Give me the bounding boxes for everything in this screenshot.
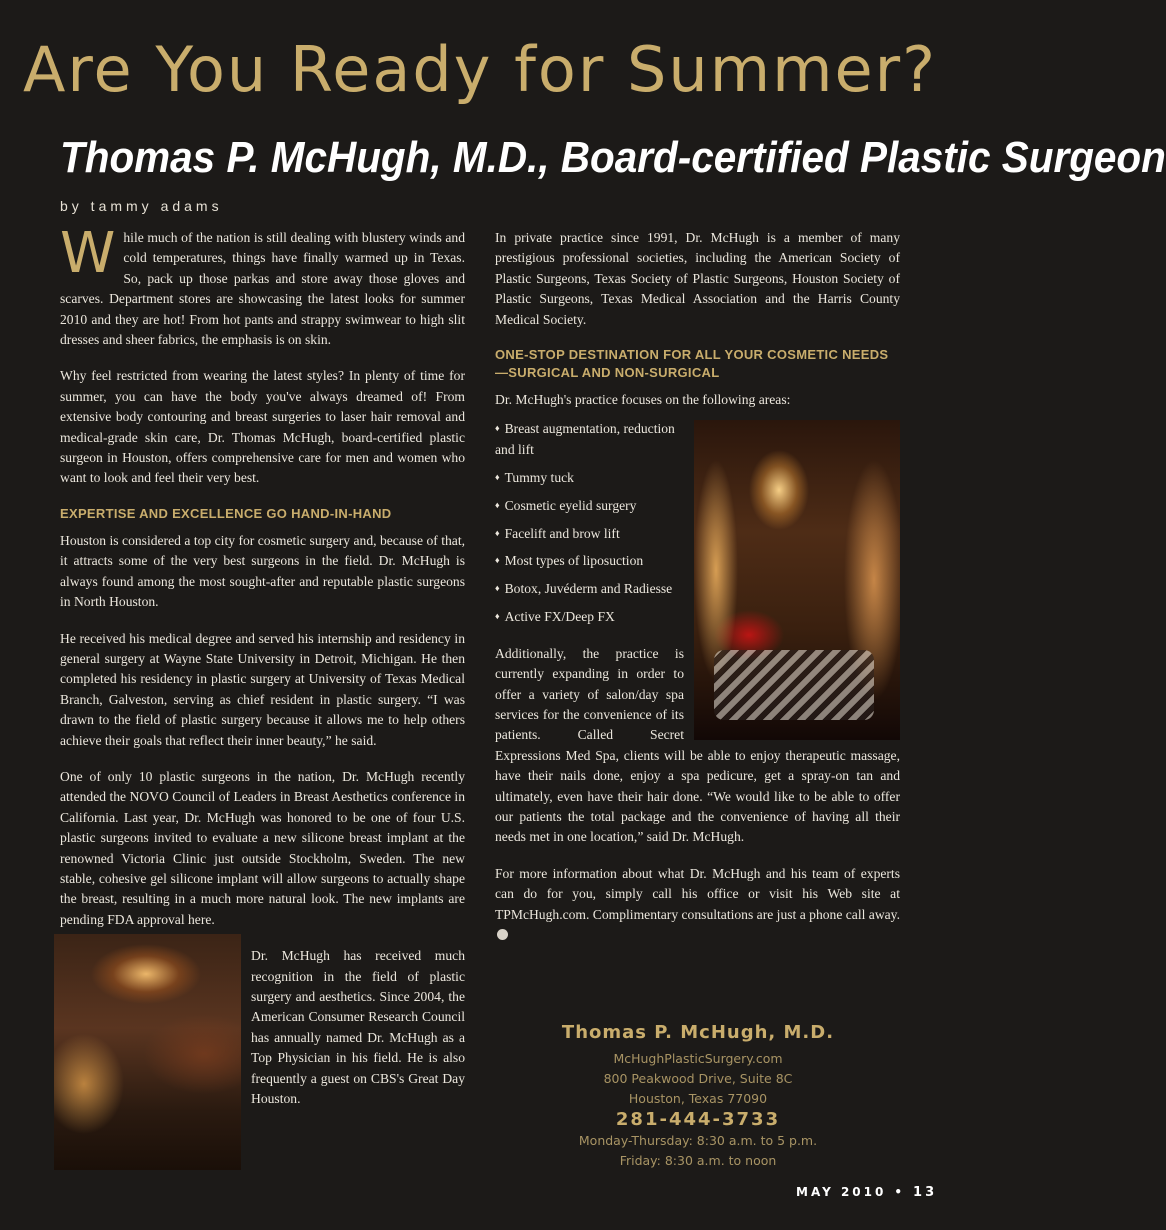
paragraph: Houston is considered a top city for cosmetic surgery and, because of that, it attracts some of the very best surgeons in the field. Dr. McHugh is always found among the most sought-after and reputable plastic surgeons in North Houston. bbox=[60, 532, 465, 610]
bullet-icon: ♦ bbox=[495, 527, 500, 538]
page-number: 13 bbox=[913, 1185, 938, 1200]
list-item: ♦ Botox, Juvéderm and Radiesse bbox=[495, 581, 673, 597]
bullet-icon: ♦ bbox=[495, 471, 500, 482]
contact-address-line-1: 800 Peakwood Drive, Suite 8C bbox=[603, 1071, 793, 1086]
contact-address-line-2: Houston, Texas 77090 bbox=[628, 1091, 768, 1106]
end-mark-icon bbox=[497, 929, 508, 940]
list-item: ♦ Facelift and brow lift bbox=[495, 525, 620, 541]
paragraph: Why feel restricted from wearing the latest styles? In plenty of time for summer, you can have the body you've always dreamed of! From extensive body contouring and breast surgeries to laser hair removal and medical-grade skin care, Dr. Thomas McHugh, board-certified plastic surgeon in Houston, offers comprehensive care for men and women who want to look and feel their very best. bbox=[60, 368, 465, 486]
paragraph: He received his medical degree and served his internship and residency in general surgery at Wayne State University in Detroit, Michigan. He then completed his residency in plastic surgery at University of Texas Medical Branch, Galveston, serving as chief resident in plastic surgery. “I was drawn to the field of plastic surgery because it allows me to help others achieve their goals that reflect their inner beauty,” he said. bbox=[60, 630, 465, 748]
intro-paragraph bbox=[60, 221, 465, 350]
spa-hallway-photo bbox=[694, 420, 900, 740]
byline: by tammy adams bbox=[60, 198, 223, 214]
subhead: Thomas P. McHugh, M.D., Board-certified Plastic Surgeon bbox=[60, 133, 1166, 182]
page-folio bbox=[796, 1185, 937, 1200]
list-intro: Dr. McHugh's practice focuses on the following areas: bbox=[495, 392, 791, 408]
paragraph bbox=[495, 864, 900, 946]
bullet-icon: ♦ bbox=[495, 555, 500, 566]
folio-separator: • bbox=[894, 1185, 906, 1199]
contact-phone: 281-444-3733 bbox=[615, 1109, 781, 1130]
list-item: ♦ Tummy tuck bbox=[495, 469, 574, 485]
paragraph-text: For more information about what Dr. McHugh and his team of experts can do for you, simply call his office or visit his Web site at TPMcHugh.com. Complimentary consultations are just a phone call away. bbox=[495, 865, 900, 922]
paragraph bbox=[60, 767, 465, 930]
bullet-icon: ♦ bbox=[495, 583, 500, 594]
contact-hours-1: Monday-Thursday: 8:30 a.m. to 5 p.m. bbox=[578, 1133, 818, 1148]
issue-date: MAY 2010 bbox=[796, 1185, 887, 1199]
list-item: ♦ Most types of liposuction bbox=[495, 553, 644, 569]
bullet-icon: ♦ bbox=[495, 423, 500, 434]
section-heading-expertise: EXPERTISE AND EXCELLENCE GO HAND-IN-HAND bbox=[60, 505, 392, 521]
contact-block bbox=[548, 1022, 848, 1171]
bullet-icon: ♦ bbox=[495, 499, 500, 510]
intro-text: hile much of the nation is still dealing with blustery winds and cold temperatures, things have finally warmed up in Texas. So, pack up those parkas and store away those gloves and scarves. Department stores are showcasing the latest looks for summer 2010 and they are hot! From hot pants and strappy swimwear to high slit dresses and sheer fabrics, the emphasis is on skin. bbox=[60, 230, 465, 348]
left-column bbox=[60, 221, 465, 1170]
section-heading-one-stop: ONE-STOP DESTINATION FOR ALL YOUR COSMETIC NEEDS—SURGICAL AND NON-SURGICAL bbox=[495, 347, 889, 381]
headline: Are You Ready for Summer? bbox=[22, 33, 938, 106]
paragraph: In private practice since 1991, Dr. McHugh is a member of many prestigious professional societies, including the American Society of Plastic Surgeons, Texas Society of Plastic Surgeons, Houston Society of Plastic Surgeons, Texas Medical Association and the Harris County Medical Society. bbox=[495, 230, 900, 327]
contact-name: Thomas P. McHugh, M.D. bbox=[561, 1022, 835, 1043]
office-interior-photo bbox=[54, 934, 241, 1170]
contact-website: McHughPlasticSurgery.com bbox=[613, 1051, 783, 1066]
paragraph-text: One of only 10 plastic surgeons in the nation, Dr. McHugh recently attended the NOVO Council of Leaders in Breast Aesthetics conference in California. Last year, Dr. McHugh was honored to be one of four U.S. plastic surgeons invited to evaluate a new silicone breast implant at the renowned Victoria Clinic just outside Stockholm, Sweden. The new stable, cohesive gel silicone implant will allow surgeons to actually shape the breast, resulting in a much more natural look. The new implants are pending FDA approval here. bbox=[60, 768, 465, 927]
contact-hours-2: Friday: 8:30 a.m. to noon bbox=[619, 1153, 777, 1168]
right-column bbox=[495, 228, 900, 961]
bullet-icon: ♦ bbox=[495, 611, 500, 622]
drop-cap: W bbox=[60, 221, 116, 286]
paragraph: Additionally, the practice is currently expanding in order to offer a variety of salon/day spa services for the convenience of its patients. Called Secret Expressions Med Spa, clients will be able to enjoy therapeutic massage, have their nails done, enjoy a spa pedicure, get a spray-on tan and ultimately, even have their hair done. “We would like to be able to offer our patients the total package and the convenience of having all their needs met in one location,” said Dr. McHugh. bbox=[495, 645, 900, 845]
list-item: ♦ Breast augmentation, reduction and lift bbox=[495, 421, 675, 457]
list-item: ♦ Active FX/Deep FX bbox=[495, 609, 615, 625]
paragraph: Dr. McHugh has received much recognition in the field of plastic surgery and aesthetics. Since 2004, the American Consumer Research Council has annually named Dr. McHugh as a Top Physician in his field. He is also frequently a guest on CBS's Great Day Houston. bbox=[251, 948, 465, 1107]
list-item: ♦ Cosmetic eyelid surgery bbox=[495, 497, 637, 513]
